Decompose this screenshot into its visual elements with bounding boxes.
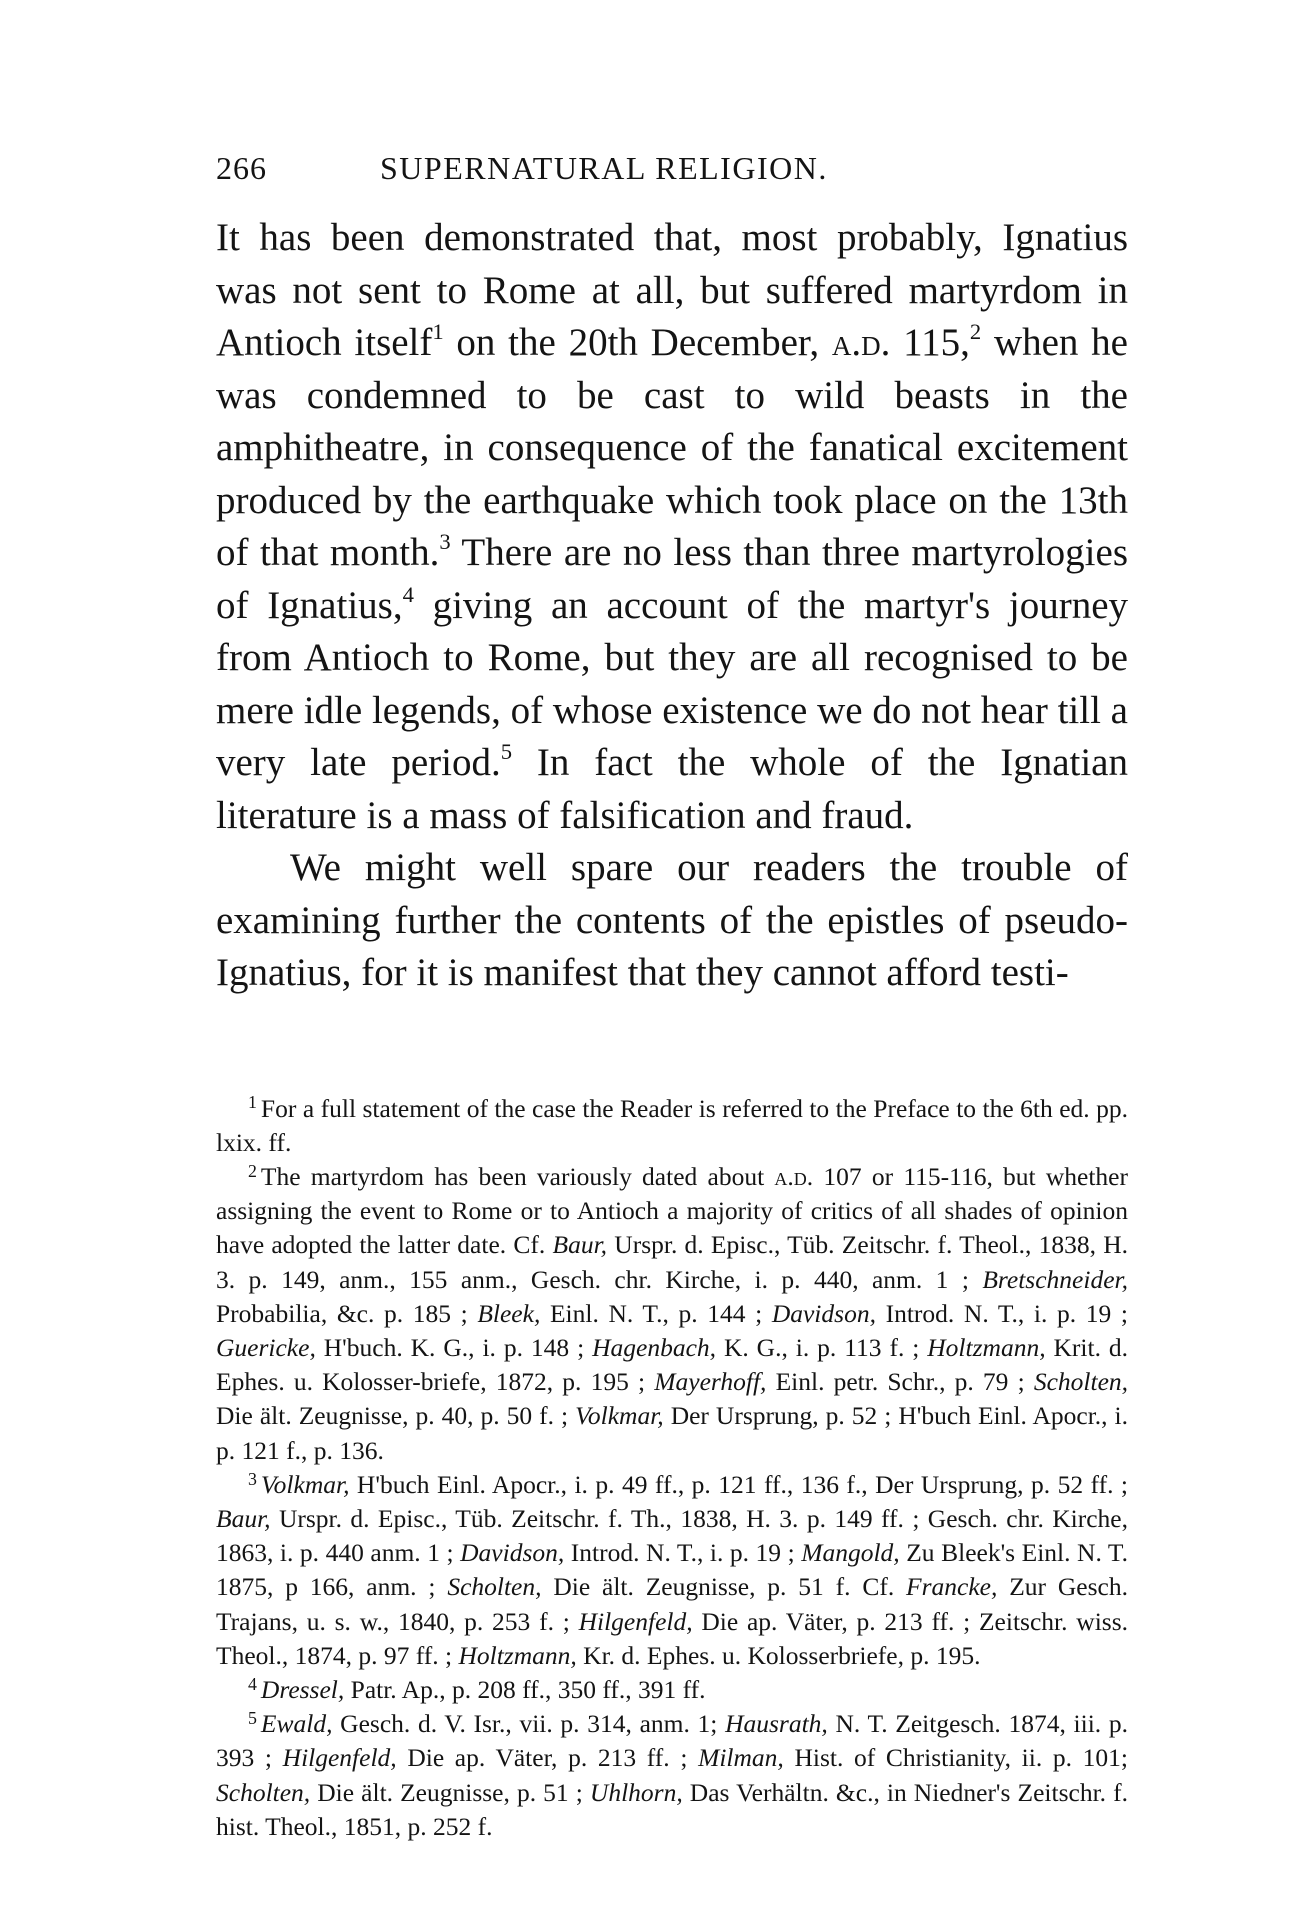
author-name: Hagenbach,: [592, 1332, 717, 1362]
footnote-text: Die ält. Zeugnisse, p. 40, p. 50 f. ;: [216, 1401, 576, 1431]
footnote-2: [216, 1160, 1128, 1468]
author-name: Dressel,: [260, 1674, 345, 1704]
author-name: Baur,: [216, 1503, 271, 1533]
author-name: Francke,: [906, 1572, 998, 1602]
footnote-mark: 5: [248, 1708, 257, 1729]
footnote-text: Introd. N. T., i. p. 19 ;: [875, 1298, 1128, 1328]
paragraph-2: We might well spare our readers the trouble of examining further the contents of the epistles of pseudo-Ignatius, for it is manifest that they cannot afford testi-: [216, 846, 1128, 994]
footnote-3: [216, 1468, 1128, 1673]
author-name: Mayerhoff,: [654, 1367, 767, 1397]
text-run: giving an account of the martyr's journey from Antioch to Rome, but they are all recognised to be mere idle legends, of whose existence we do not hear till a very late period.: [216, 583, 1128, 784]
footnote-text: Die ap. Väter, p. 213 ff. ; Zeitschr. wiss. Theol., 1874, p. 97 ff. ;: [216, 1606, 1128, 1670]
author-name: Scholten,: [447, 1572, 542, 1602]
footnote-text: Einl. petr. Schr., p. 79 ;: [766, 1367, 1034, 1397]
footnote-5: [216, 1707, 1128, 1844]
anno-domini: a.d.: [831, 321, 891, 364]
book-page: [216, 150, 1128, 1844]
footnote-text: Introd. N. T., i. p. 19 ;: [564, 1538, 802, 1568]
footnote-text: Zur Gesch. Trajans, u. s. w., 1840, p. 253 f. ;: [216, 1572, 1128, 1636]
footnote-text: For a full statement of the case the Reader is referred to the Preface to the 6th ed. pp. lxix. ff.: [216, 1093, 1128, 1157]
footnote-text: Kr. d. Ephes. u. Kolosserbriefe, p. 195.: [576, 1640, 981, 1670]
footnote-text: Gesch. d. V. Isr., vii. p. 314, anm. 1;: [332, 1709, 726, 1739]
paragraph-1: [216, 212, 1128, 842]
page-number: 266: [216, 150, 267, 186]
author-name: Scholten,: [216, 1777, 311, 1807]
footnote-text: Die ält. Zeugnisse, p. 51 f. Cf.: [541, 1572, 907, 1602]
footnote-text: 107 or 115-116, but whether assigning the event to Rome or to Antioch a majority of critics of all shades of opinion have adopted the latter date. Cf.: [216, 1161, 1128, 1260]
author-name: Hilgenfeld,: [282, 1743, 397, 1773]
author-name: Volkmar,: [260, 1469, 350, 1499]
author-name: Hilgenfeld,: [578, 1606, 693, 1636]
footnote-4: [216, 1673, 1128, 1707]
footnote-text: Probabilia, &c. p. 185 ;: [216, 1298, 478, 1328]
footnote-ref-3: 3: [439, 529, 451, 555]
footnote-text: N. T. Zeitgesch. 1874, iii. p. 393 ;: [216, 1709, 1128, 1773]
text-run: 115,: [890, 321, 970, 364]
footnote-text: Patr. Ap., p. 208 ff., 350 ff., 391 ff.: [344, 1674, 706, 1704]
footnote-text: Die ält. Zeugnisse, p. 51 ;: [310, 1777, 590, 1807]
footnote-text: Urspr. d. Episc., Tüb. Zeitschr. f. Theol., 1838, H. 3. p. 149, anm., 155 anm., Gesch. chr. Kirche, i. p. 440, anm. 1 ;: [216, 1230, 1128, 1294]
footnote-mark: 2: [248, 1160, 257, 1181]
author-name: Holtzmann,: [458, 1640, 577, 1670]
author-name: Guericke,: [216, 1332, 316, 1362]
author-name: Ewald,: [260, 1709, 333, 1739]
author-name: Volkmar,: [575, 1401, 664, 1431]
footnote-text: Krit. d. Ephes. u. Kolosser-briefe, 1872, p. 195 ;: [216, 1332, 1129, 1397]
footnote-mark: 4: [248, 1673, 257, 1694]
author-name: Holtzmann,: [927, 1332, 1046, 1362]
footnote-text: Zu Bleek's Einl. N. T. 1875, p 166, anm. ;: [216, 1538, 1128, 1602]
footnote-1: [216, 1092, 1128, 1160]
running-title: SUPERNATURAL RELIGION.: [380, 150, 828, 186]
text-run: when he was condemned to be cast to wild beasts in the amphitheatre, in consequence of the fanatical excitement produced by the earthquake which took place on the 13th of that month.: [216, 321, 1128, 574]
footnote-ref-2: 2: [969, 319, 982, 345]
author-name: Hausrath,: [725, 1709, 828, 1739]
footnote-text: Hist. of Christianity, ii. p. 101;: [783, 1743, 1128, 1773]
text-run: In fact the whole of the Ignatian literature is a mass of falsification and fraud.: [216, 741, 1128, 837]
footnote-separator: [216, 1000, 1128, 1092]
footnote-text: Die ap. Väter, p. 213 ff. ;: [396, 1743, 699, 1773]
footnote-text: H'buch Einl. Apocr., i. p. 49 ff., p. 121 ff., 136 f., Der Ursprung, p. 52 ff. ;: [349, 1469, 1128, 1499]
footnote-text: K. G., i. p. 113 f. ;: [716, 1332, 928, 1362]
footnote-ref-1: 1: [432, 319, 444, 345]
text-run: on the 20th December,: [443, 321, 832, 364]
running-head: [216, 150, 1128, 198]
author-name: Davidson,: [771, 1298, 876, 1328]
footnote-text: The martyrdom has been variously dated about: [260, 1161, 775, 1191]
footnote-text: H'buch. K. G., i. p. 148 ;: [315, 1332, 593, 1362]
footnote-mark: 3: [248, 1468, 257, 1489]
footnote-ref-5: 5: [500, 739, 513, 765]
author-name: Baur,: [552, 1230, 608, 1260]
footnote-text: Das Verhältn. &c., in Niedner's Zeitschr. f. hist. Theol., 1851, p. 252 f.: [216, 1777, 1128, 1841]
author-name: Davidson,: [460, 1538, 565, 1568]
footnote-text: Der Ursprung, p. 52 ; H'buch Einl. Apocr., i. p. 121 f., p. 136.: [216, 1401, 1128, 1465]
footnote-text: Urspr. d. Episc., Tüb. Zeitschr. f. Th., 1838, H. 3. p. 149 ff. ; Gesch. chr. Kirche, 1863, i. p. 440 anm. 1 ;: [216, 1503, 1128, 1568]
text-run: There are no less than three martyrologies of Ignatius,: [216, 531, 1128, 627]
author-name: Bretschneider,: [982, 1264, 1128, 1294]
footnote-text: Einl. N. T., p. 144 ;: [540, 1298, 772, 1328]
author-name: Bleek,: [477, 1298, 541, 1328]
footnotes: [216, 1092, 1128, 1844]
footnote-mark: 1: [248, 1092, 257, 1113]
footnote-ref-4: 4: [402, 581, 414, 607]
author-name: Scholten,: [1033, 1367, 1129, 1397]
text-run: It has been demonstrated that, most probably, Ignatius was not sent to Rome at all, but suffered martyrdom in Antioch itself: [216, 216, 1128, 364]
author-name: Milman,: [698, 1743, 784, 1773]
anno-domini: a.d.: [774, 1161, 814, 1191]
main-text: [216, 212, 1128, 1000]
author-name: Mangold,: [801, 1538, 900, 1568]
author-name: Uhlhorn,: [589, 1777, 683, 1807]
